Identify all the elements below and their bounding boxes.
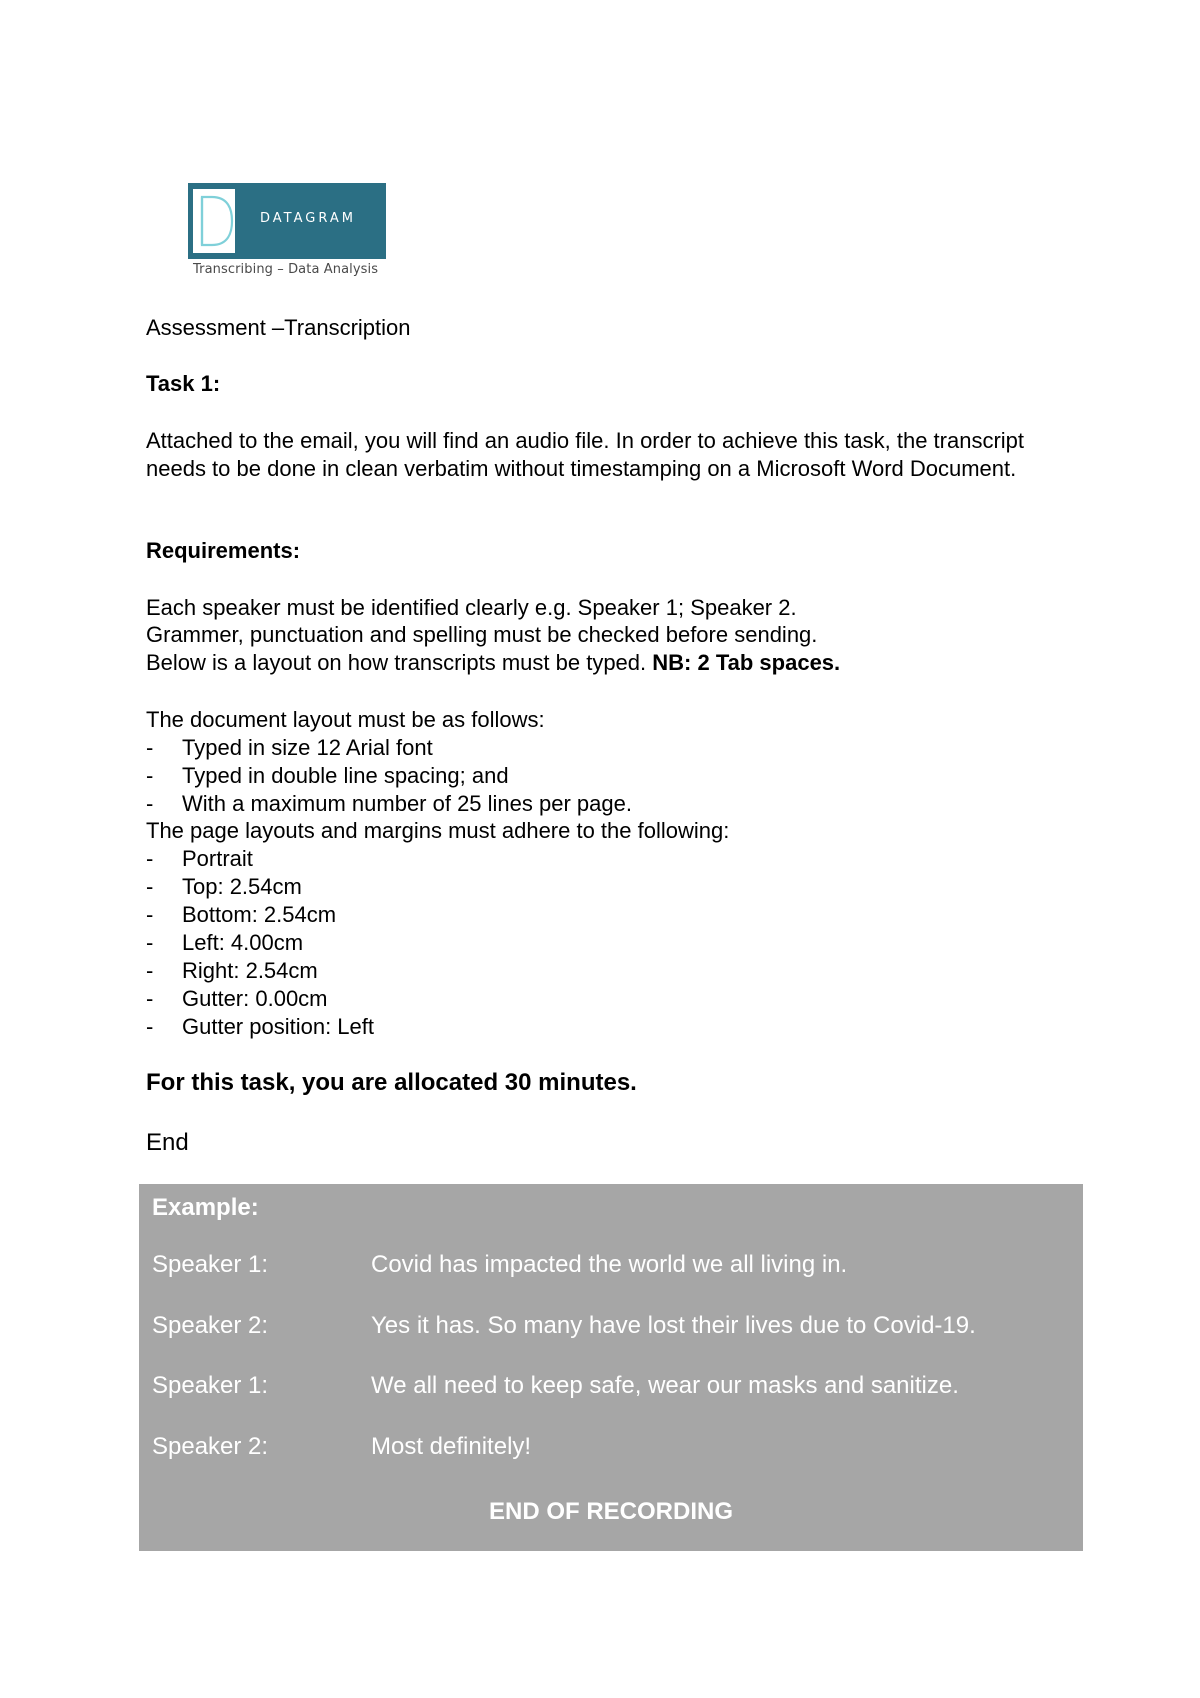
layout-title: The document layout must be as follows: <box>146 707 545 732</box>
list-item: - Gutter position: Left <box>146 1014 374 1039</box>
layout-list <box>146 734 632 818</box>
example-title: Example: <box>152 1194 259 1221</box>
example-box <box>139 1184 1083 1551</box>
logo-mark <box>188 183 386 259</box>
list-item: - Typed in double line spacing; and <box>146 763 509 788</box>
margins-title: The page layouts and margins must adhere to the following: <box>146 818 730 843</box>
list-item: - Right: 2.54cm <box>146 958 318 983</box>
requirement-line-1: Each speaker must be identified clearly e.g. Speaker 1; Speaker 2. <box>146 595 797 620</box>
requirements-title: Requirements: <box>146 538 301 563</box>
task-title: Task 1: <box>146 371 221 396</box>
speaker-label: Speaker 1: <box>152 1372 269 1399</box>
utterance-text: Covid has impacted the world we all living in. <box>371 1251 848 1278</box>
list-item: - Bottom: 2.54cm <box>146 902 337 927</box>
speaker-label: Speaker 2: <box>152 1312 269 1339</box>
intro-paragraph: Attached to the email, you will find an audio file. In order to achieve this task, the transcript needs to be done in clean verbatim without timestamping on a Microsoft Word Document. <box>146 428 1025 481</box>
list-item: - Gutter: 0.00cm <box>146 986 328 1011</box>
requirement-line-3-text: Below is a layout on how transcripts must be typed. <box>146 650 647 675</box>
requirement-line-3 <box>146 649 1086 677</box>
tab-spaces-note: NB: 2 Tab spaces. <box>652 650 841 675</box>
utterance-text: We all need to keep safe, wear our masks and sanitize. <box>371 1372 959 1399</box>
list-item: - With a maximum number of 25 lines per page. <box>146 791 632 816</box>
page-title: Assessment –Transcription <box>146 315 411 340</box>
requirement-line-2: Grammer, punctuation and spelling must be checked before sending. <box>146 622 818 647</box>
logo-brand-text: DATAGRAM <box>260 211 356 226</box>
end-label: End <box>146 1129 189 1156</box>
speaker-label: Speaker 1: <box>152 1251 269 1278</box>
speaker-label: Speaker 2: <box>152 1433 269 1460</box>
list-item: - Top: 2.54cm <box>146 874 302 899</box>
utterance-text: Most definitely! <box>371 1433 532 1460</box>
datagram-logo <box>188 183 386 277</box>
end-of-recording: END OF RECORDING <box>488 1498 733 1525</box>
margins-list <box>146 845 374 1041</box>
logo-tagline: Transcribing – Data Analysis <box>193 262 379 277</box>
list-item: - Portrait <box>146 846 253 871</box>
list-item: - Left: 4.00cm <box>146 930 304 955</box>
list-item: - Typed in size 12 Arial font <box>146 735 433 760</box>
allocation-note: For this task, you are allocated 30 minutes. <box>146 1069 637 1096</box>
utterance-text: Yes it has. So many have lost their lives due to Covid-19. <box>371 1312 976 1339</box>
